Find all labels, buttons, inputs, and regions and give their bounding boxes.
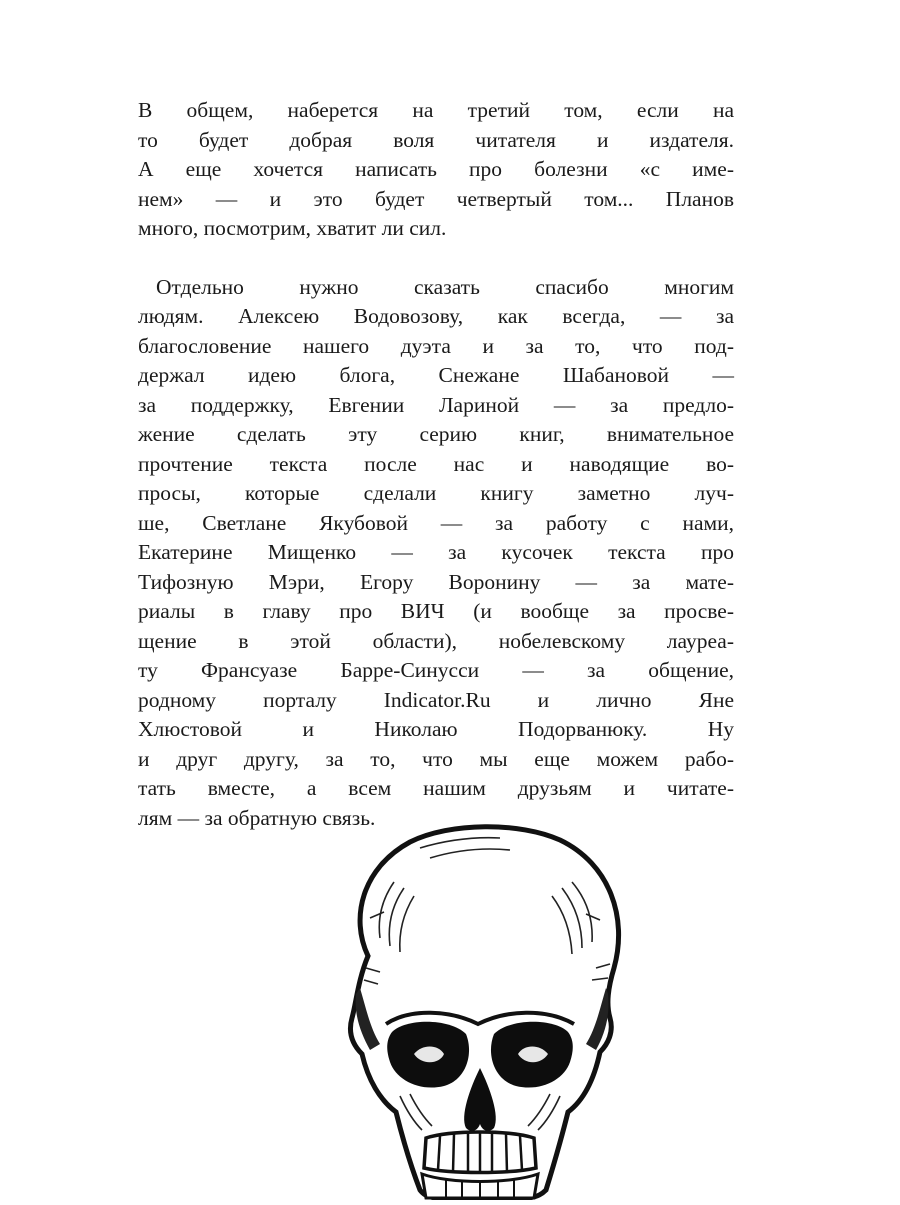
paragraph-thanks (138, 273, 734, 834)
text-line: ту Франсуазе Барре-Синусси — за общение, (138, 658, 734, 682)
text-line: родному порталу Indicator.Ru и лично Яне (138, 687, 734, 712)
text-line: много, посмотрим, хватит ли сил. (138, 216, 447, 240)
text-line: лям — за обратную связь. (138, 805, 376, 830)
text-line: благословение нашего дуэта и за то, что под- (138, 333, 734, 358)
text-line: Екатерине Мищенко — за кусочек текста про (138, 540, 734, 564)
text-line: ше, Светлане Якубовой — за работу с нами, (138, 510, 734, 535)
text-line: Тифозную Мэри, Егору Воронину — за мате- (138, 569, 734, 594)
text-line: людям. Алексею Водовозову, как всегда, — за (138, 304, 734, 328)
paragraph-gap (138, 244, 734, 273)
text-line: прочтение текста после нас и наводящие во- (138, 451, 734, 476)
text-line: А еще хочется написать про болезни «с име- (138, 157, 734, 181)
text-line: нем» — и это будет четвертый том... Планов (138, 186, 734, 211)
text-line: то будет добрая воля читателя и издателя. (138, 127, 734, 152)
text-line: В общем, наберется на третий том, если на (138, 98, 734, 122)
text-line: тать вместе, а всем нашим друзьям и читате- (138, 776, 734, 800)
skull-icon (310, 818, 650, 1200)
text-line: жение сделать эту серию книг, внимательное (138, 422, 734, 446)
text-line: просы, которые сделали книгу заметно луч- (138, 481, 734, 505)
paragraph-plans (138, 96, 734, 244)
text-line: и друг другу, за то, что мы еще можем рабо- (138, 746, 734, 771)
text-line: риалы в главу про ВИЧ (и вообще за просве- (138, 599, 734, 623)
text-line: за поддержку, Евгении Лариной — за предло- (138, 392, 734, 417)
text-line: Хлюстовой и Николаю Подорванюку. Ну (138, 717, 734, 741)
text-line: Отдельно нужно сказать спасибо многим (156, 274, 734, 299)
page-text-block (138, 96, 734, 833)
text-line: держал идею блога, Снежане Шабановой — (138, 363, 734, 387)
text-line: щение в этой области), нобелевскому лауреа- (138, 628, 734, 653)
